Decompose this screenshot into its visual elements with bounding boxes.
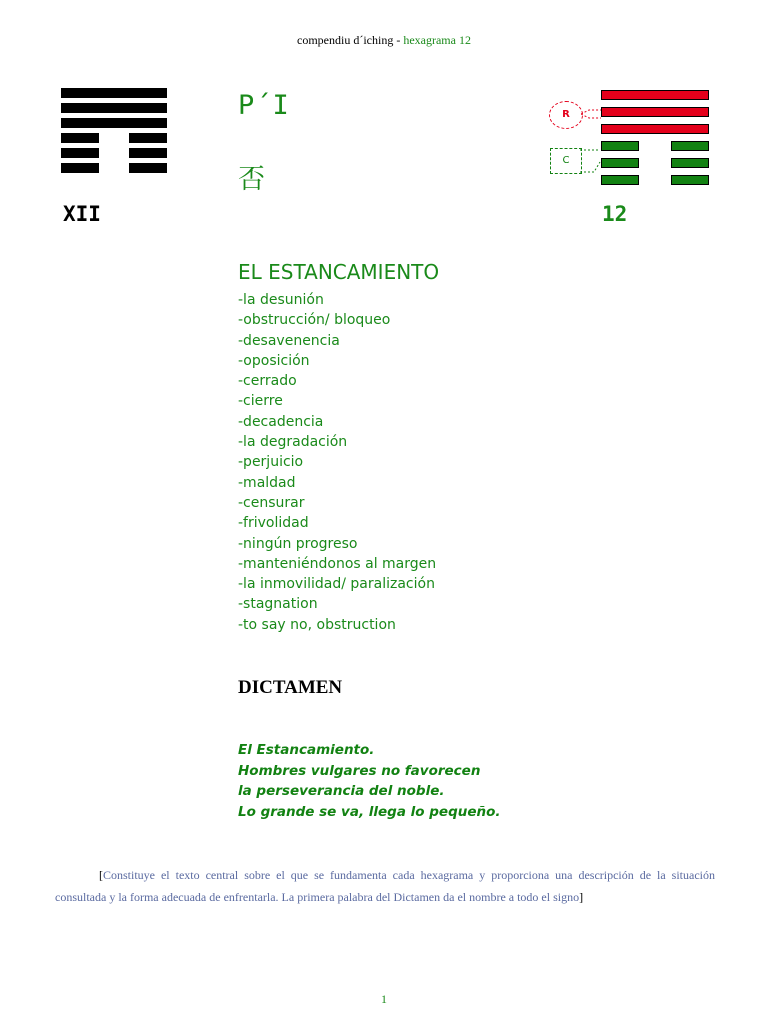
- upper-trigram-line: [601, 107, 709, 117]
- list-item: -desavenencia: [238, 332, 340, 349]
- list-item: -frivolidad: [238, 515, 309, 532]
- hexagram-line-solid: [61, 118, 167, 128]
- hexagram-hanzi: 否: [238, 164, 265, 195]
- list-item: -stagnation: [238, 596, 318, 613]
- section-title: EL ESTANCAMIENTO: [238, 260, 440, 284]
- list-item: -cerrado: [238, 373, 297, 390]
- note-text: Constituye el texto central sobre el que se fundamenta cada hexagrama y proporciona una descripción de la situación consultada y la forma adecuada de enfrentarla. La primera palabra del Dictamen da el nombre a todo el signo: [55, 868, 715, 904]
- list-item: -cierre: [238, 393, 283, 410]
- list-item: -manteniéndonos al margen: [238, 555, 437, 572]
- hexagram-number: 12: [602, 202, 628, 226]
- list-item: -la desunión: [238, 292, 324, 308]
- hexagram-name: P´I: [238, 90, 290, 121]
- hexagram-symbol-colored: [601, 90, 709, 192]
- lower-trigram-tag: C: [550, 148, 582, 174]
- lower-tag-connector: [580, 148, 602, 176]
- list-item: -to say no, obstruction: [238, 616, 396, 633]
- list-item: -ningún progreso: [238, 535, 358, 552]
- upper-trigram-tag: R: [549, 101, 583, 129]
- roman-numeral: XII: [63, 202, 101, 226]
- upper-tag-connector: [581, 108, 603, 122]
- verse-line: Hombres vulgares no favorecen: [238, 762, 481, 779]
- verse-line: Lo grande se va, llega lo pequeño.: [238, 803, 501, 820]
- hexagram-line-solid: [61, 103, 167, 113]
- verse-line: la perseverancia del noble.: [238, 783, 445, 799]
- list-item: -oposición: [238, 352, 310, 369]
- note-open-bracket: [: [99, 868, 103, 882]
- lower-trigram-line: [601, 141, 709, 151]
- verse-line: El Estancamiento.: [238, 742, 375, 758]
- upper-trigram-line: [601, 124, 709, 134]
- list-item: -la degradación: [238, 434, 348, 451]
- note-close-bracket: ]: [579, 890, 584, 904]
- header-prefix: compendiu d´iching -: [297, 33, 404, 47]
- list-item: -decadencia: [238, 413, 324, 430]
- hexagram-line-broken: [61, 163, 167, 173]
- lower-trigram-line: [601, 158, 709, 168]
- upper-trigram-line: [601, 90, 709, 100]
- hexagram-line-broken: [61, 133, 167, 143]
- page-header: [0, 33, 768, 48]
- hexagram-symbol-left: [61, 88, 167, 178]
- dictamen-heading: DICTAMEN: [238, 677, 343, 698]
- list-item: -la inmovilidad/ paralización: [238, 576, 435, 593]
- header-hexagram: hexagrama 12: [403, 33, 471, 47]
- list-item: -obstrucción/ bloqueo: [238, 312, 391, 329]
- list-item: -perjuicio: [238, 454, 304, 471]
- dictamen-verse: [238, 740, 501, 822]
- list-item: -censurar: [238, 494, 305, 511]
- meanings-list: [238, 290, 436, 635]
- hexagram-line-broken: [61, 148, 167, 158]
- lower-trigram-line: [601, 175, 709, 185]
- page-number: 1: [381, 992, 387, 1006]
- hexagram-line-solid: [61, 88, 167, 98]
- list-item: -maldad: [238, 474, 296, 491]
- explanatory-note: [55, 864, 715, 908]
